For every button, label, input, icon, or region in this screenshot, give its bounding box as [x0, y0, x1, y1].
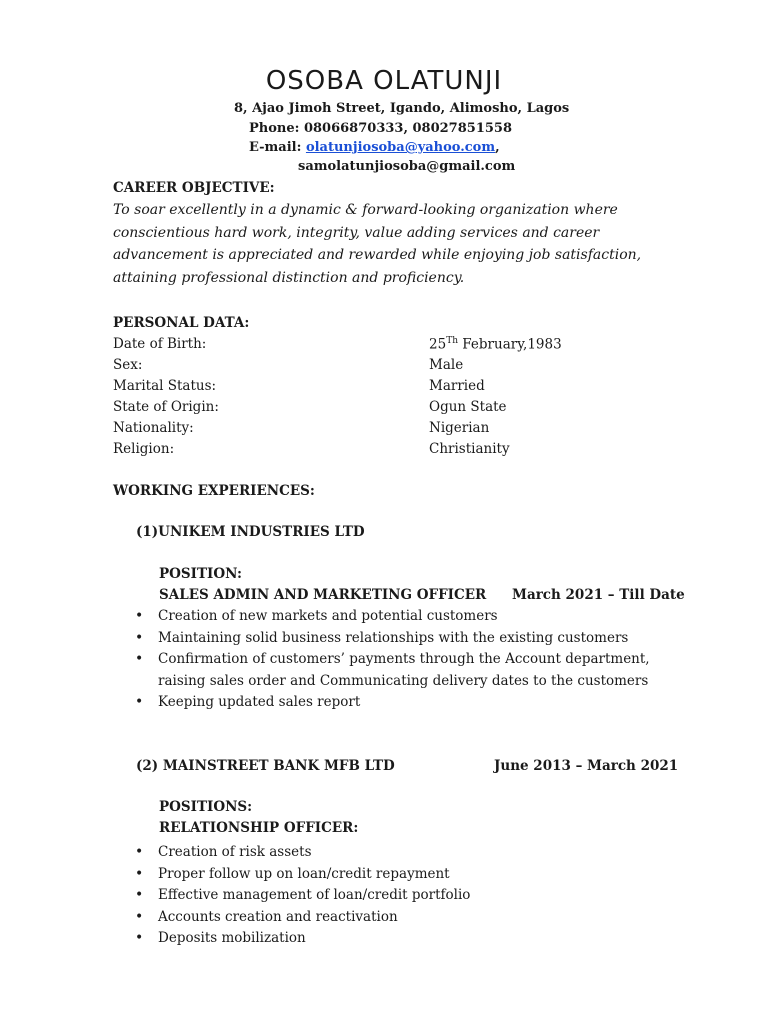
- pd-value-origin: Ogun State: [429, 399, 507, 415]
- career-objective-heading: CAREER OBJECTIVE:: [113, 180, 275, 196]
- list-item: • Accounts creation and reactivation: [113, 907, 470, 929]
- job1-dates: March 2021 – Till Date: [512, 587, 685, 603]
- career-objective-text: To soar excellently in a dynamic & forward-looking organization where conscientious hard work, integrity, value adding services and career advancement is appreciated and rewarded while enjoying job satisfaction, attaining professional distinction and proficiency.: [113, 202, 642, 286]
- job1-company: (1)UNIKEM INDUSTRIES LTD: [136, 524, 365, 540]
- email-secondary: samolatunjiosoba@gmail.com: [298, 159, 516, 174]
- pd-label-nationality: Nationality:: [113, 420, 194, 436]
- candidate-name: OSOBA OLATUNJI: [265, 66, 503, 96]
- list-item: • Maintaining solid business relationships with the existing customers: [113, 628, 678, 650]
- list-item: • Keeping updated sales report: [113, 692, 678, 714]
- job1-role: SALES ADMIN AND MARKETING OFFICER: [159, 587, 487, 603]
- pd-value-marital: Married: [429, 378, 485, 394]
- list-item: • Creation of new markets and potential customers: [113, 606, 678, 628]
- job2-role: RELATIONSHIP OFFICER:: [159, 820, 359, 836]
- list-item: • Confirmation of customers’ payments through the Account department, raising sales order and Communicating delivery dates to the customers: [113, 649, 678, 692]
- working-experiences-heading: WORKING EXPERIENCES:: [113, 483, 315, 499]
- pd-label-dob: Date of Birth:: [113, 336, 207, 352]
- email-line: [249, 140, 500, 155]
- address: 8, Ajao Jimoh Street, Igando, Alimosho, Lagos: [234, 101, 570, 116]
- pd-label-sex: Sex:: [113, 357, 143, 373]
- job2-dates: June 2013 – March 2021: [494, 758, 679, 774]
- list-item: • Proper follow up on loan/credit repayment: [113, 864, 470, 886]
- pd-label-marital: Marital Status:: [113, 378, 217, 394]
- phone-value: 08066870333, 08027851558: [303, 121, 513, 136]
- pd-label-origin: State of Origin:: [113, 399, 219, 415]
- phone-label: Phone:: [249, 121, 300, 136]
- pd-value-sex: Male: [429, 357, 464, 373]
- list-item: • Creation of risk assets: [113, 842, 470, 864]
- personal-data-heading: PERSONAL DATA:: [113, 315, 250, 331]
- job2-company: (2) MAINSTREET BANK MFB LTD: [136, 758, 395, 774]
- email-separator: ,: [495, 140, 500, 155]
- pd-value-nationality: Nigerian: [429, 420, 490, 436]
- email-label: E-mail:: [249, 140, 302, 155]
- pd-value-religion: Christianity: [429, 441, 510, 457]
- list-item: • Deposits mobilization: [113, 928, 470, 950]
- phone-line: [249, 121, 512, 136]
- job2-duties: [113, 842, 470, 950]
- pd-label-religion: Religion:: [113, 441, 175, 457]
- job1-duties: [113, 606, 678, 714]
- pd-value-dob: 25Th February,1983: [429, 336, 562, 353]
- job1-position-heading: POSITION:: [159, 566, 242, 582]
- email-link-primary[interactable]: olatunjiosoba@yahoo.com: [305, 140, 496, 155]
- job2-position-heading: POSITIONS:: [159, 799, 253, 815]
- list-item: • Effective management of loan/credit portfolio: [113, 885, 470, 907]
